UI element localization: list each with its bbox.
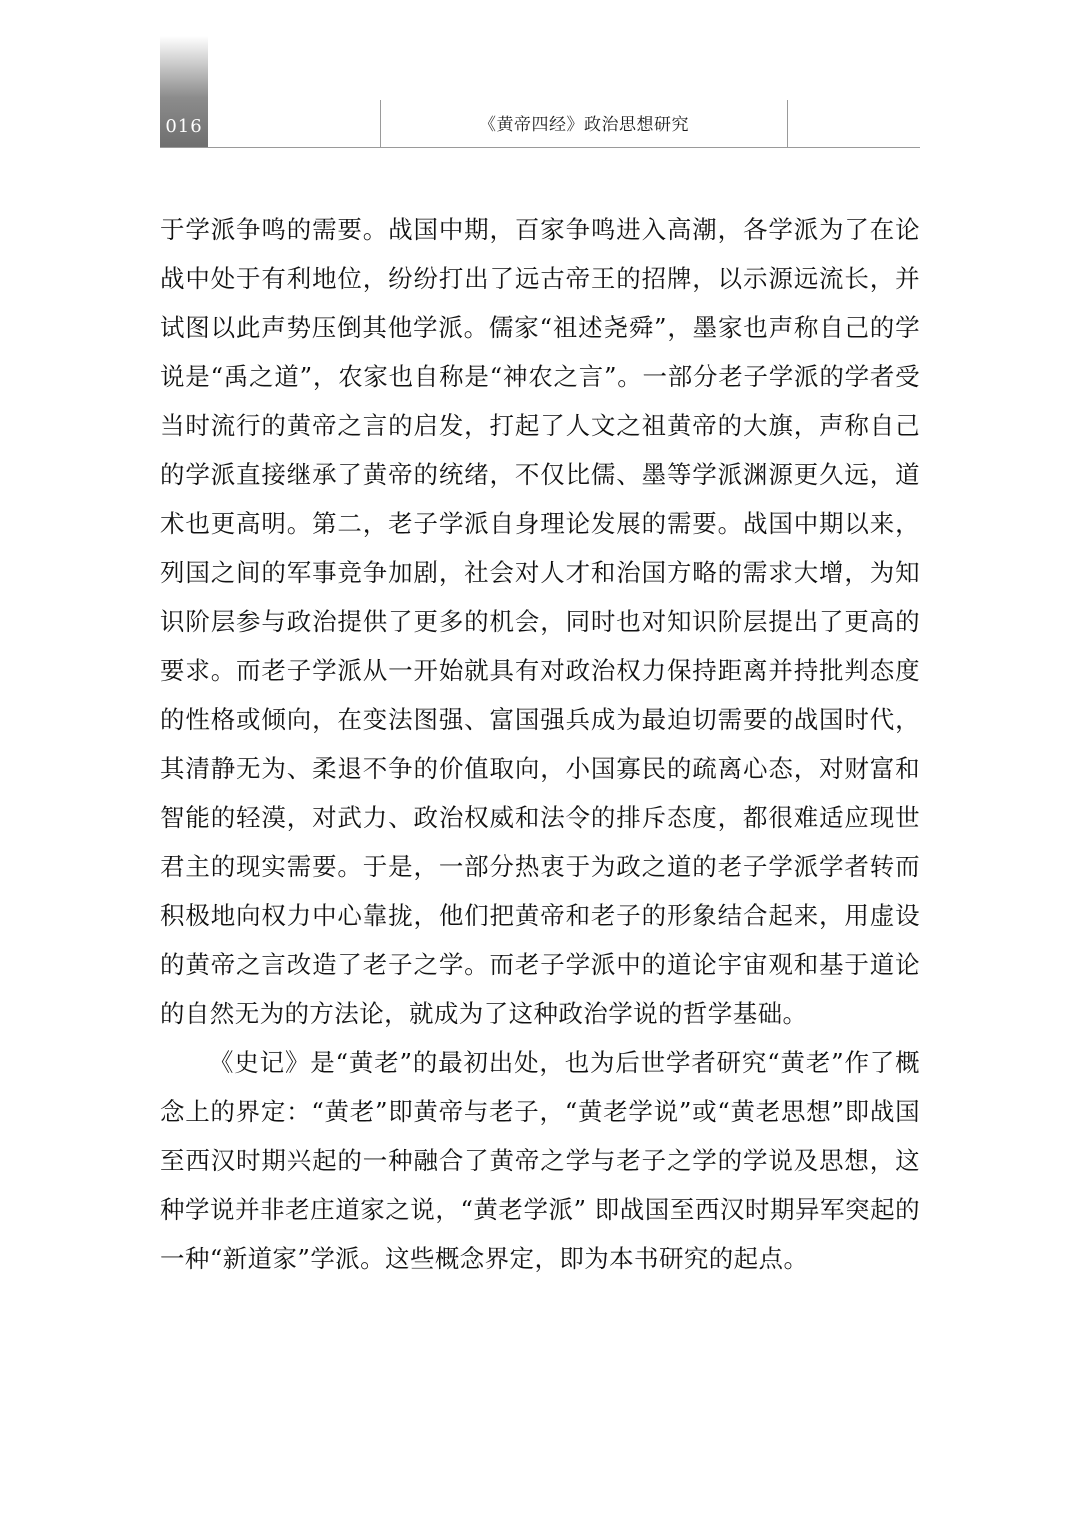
header-divider-right xyxy=(787,100,788,147)
page-body xyxy=(160,205,920,1283)
paragraph: 《史记》是“黄老”的最初出处，也为后世学者研究“黄老”作了概念上的界定：“黄老”即黄帝与老子，“黄老学说”或“黄老思想”即战国至西汉时期兴起的一种融合了黄帝之学与老子之学的学说及思想，这种学说并非老庄道家之说，“黄老学派” 即战国至西汉时期异军突起的一种“新道家”学派。这些概念界定，即为本书研究的起点。 xyxy=(160,1048,920,1273)
running-title: 《黄帝四经》政治思想研究 xyxy=(479,115,689,135)
header-rule xyxy=(160,147,920,148)
paragraph: 于学派争鸣的需要。战国中期，百家争鸣进入高潮，各学派为了在论战中处于有利地位，纷纷打出了远古帝王的招牌，以示源远流长，并试图以此声势压倒其他学派。儒家“祖述尧舜”，墨家也声称自己的学说是“禹之道”，农家也自称是“神农之言”。一部分老子学派的学者受当时流行的黄帝之言的启发，打起了人文之祖黄帝的大旗，声称自己的学派直接继承了黄帝的统绪，不仅比儒、墨等学派渊源更久远，道术也更高明。第二，老子学派自身理论发展的需要。战国中期以来，列国之间的军事竞争加剧，社会对人才和治国方略的需求大增，为知识阶层参与政治提供了更多的机会，同时也对知识阶层提出了更高的要求。而老子学派从一开始就具有对政治权力保持距离并持批判态度的性格或倾向，在变法图强、富国强兵成为最迫切需要的战国时代，其清静无为、柔退不争的价值取向，小国寡民的疏离心态，对财富和智能的轻漠，对武力、政治权威和法令的排斥态度，都很难适应现世君主的现实需要。于是，一部分热衷于为政之道的老子学派学者转而积极地向权力中心靠拢，他们把黄帝和老子的形象结合起来，用虚设的黄帝之言改造了老子之学。而老子学派中的道论宇宙观和基于道论的自然无为的方法论，就成为了这种政治学说的哲学基础。 xyxy=(160,215,920,1028)
page-header xyxy=(0,0,1080,160)
page-number: 016 xyxy=(165,116,203,137)
